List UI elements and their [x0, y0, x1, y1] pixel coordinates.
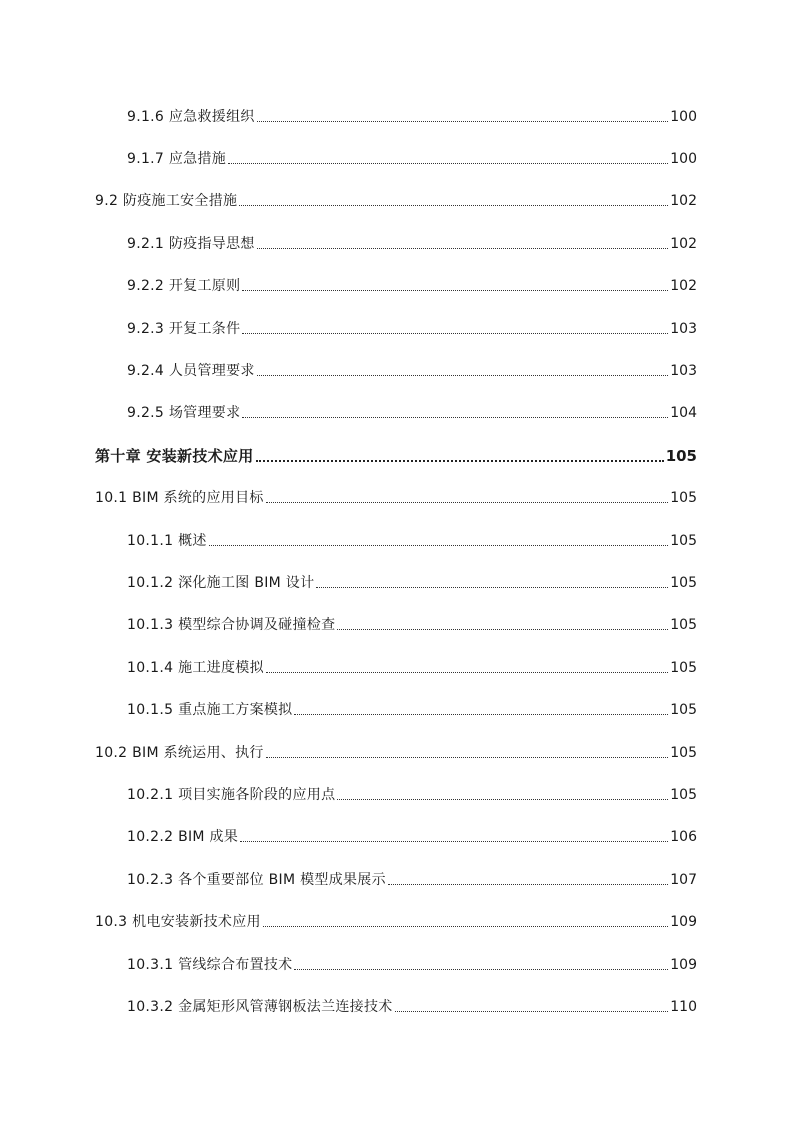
toc-entry-title: 9.2.3 开复工条件 [127, 321, 241, 337]
toc-entry-title: 9.2 防疫施工安全措施 [95, 193, 238, 209]
toc-entry-page: 105 [670, 787, 697, 803]
toc-entry[interactable] [127, 273, 697, 295]
toc-entry-title: 9.1.7 应急措施 [127, 151, 227, 167]
toc-entry[interactable] [95, 909, 697, 931]
toc-entry[interactable] [127, 824, 697, 846]
toc-entry[interactable] [127, 104, 697, 126]
toc-leader-dots [242, 416, 668, 418]
toc-leader-dots [240, 840, 668, 842]
toc-entry-page: 105 [670, 702, 697, 718]
toc-leader-dots [257, 120, 669, 122]
toc-entry-title: 10.1.1 概述 [127, 533, 207, 549]
toc-entry-title: 10.1.2 深化施工图 BIM 设计 [127, 575, 315, 591]
toc-leader-dots [256, 459, 664, 462]
toc-entry[interactable] [127, 697, 697, 719]
toc-entry-page: 110 [670, 999, 697, 1015]
toc-entry[interactable] [127, 655, 697, 677]
toc-leader-dots [257, 247, 669, 249]
toc-leader-dots [242, 332, 668, 334]
toc-entry-page: 103 [670, 321, 697, 337]
toc-entry-title: 第十章 安装新技术应用 [95, 447, 254, 465]
toc-entry-title: 10.2.2 BIM 成果 [127, 829, 239, 845]
toc-entry[interactable] [127, 358, 697, 380]
toc-leader-dots [263, 925, 668, 927]
toc-entry-title: 10.3 机电安装新技术应用 [95, 914, 261, 930]
toc-leader-dots [228, 162, 668, 164]
toc-entry[interactable] [127, 316, 697, 338]
toc-entry[interactable] [127, 570, 697, 592]
toc-leader-dots [266, 756, 669, 758]
toc-entry-title: 10.1.4 施工进度模拟 [127, 660, 264, 676]
toc-entry-page: 109 [670, 914, 697, 930]
toc-entry[interactable] [127, 528, 697, 550]
toc-leader-dots [395, 1010, 669, 1012]
toc-entry-title: 9.2.5 场管理要求 [127, 405, 241, 421]
toc-entry-title: 10.1 BIM 系统的应用目标 [95, 490, 264, 506]
toc-entry[interactable] [127, 231, 697, 253]
toc-entry[interactable] [127, 146, 697, 168]
toc-leader-dots [294, 713, 668, 715]
toc-entry[interactable] [127, 782, 697, 804]
toc-entry-title: 10.2.3 各个重要部位 BIM 模型成果展示 [127, 872, 386, 888]
toc-entry[interactable] [127, 994, 697, 1016]
toc-entry[interactable] [127, 952, 697, 974]
toc-entry[interactable] [127, 612, 697, 634]
toc-entry-title: 10.2.1 项目实施各阶段的应用点 [127, 787, 336, 803]
toc-leader-dots [266, 501, 669, 503]
toc-leader-dots [242, 289, 668, 291]
toc-entry[interactable] [127, 867, 697, 889]
toc-leader-dots [266, 671, 668, 673]
toc-entry-title: 9.2.4 人员管理要求 [127, 363, 255, 379]
toc-entry-title: 10.1.3 模型综合协调及碰撞检查 [127, 617, 336, 633]
toc-entry-page: 100 [670, 151, 697, 167]
toc-leader-dots [294, 968, 668, 970]
toc-entry-page: 102 [670, 278, 697, 294]
toc-entry-page: 105 [670, 533, 697, 549]
toc-entry-title: 10.2 BIM 系统运用、执行 [95, 745, 264, 761]
toc-leader-dots [316, 586, 668, 588]
toc-entry-title: 9.2.2 开复工原则 [127, 278, 241, 294]
toc-chapter-entry[interactable] [95, 443, 697, 465]
toc-leader-dots [209, 544, 669, 546]
toc-entry-page: 105 [670, 575, 697, 591]
toc-entry-page: 105 [670, 490, 697, 506]
toc-entry[interactable] [95, 485, 697, 507]
toc-entry-page: 103 [670, 363, 697, 379]
toc-entry-page: 106 [670, 829, 697, 845]
toc-entry-page: 100 [670, 109, 697, 125]
toc-entry-page: 109 [670, 957, 697, 973]
toc-leader-dots [239, 204, 668, 206]
toc-entry-title: 9.2.1 防疫指导思想 [127, 236, 255, 252]
toc-entry-page: 105 [670, 660, 697, 676]
toc-leader-dots [337, 628, 668, 630]
toc-entry-page: 107 [670, 872, 697, 888]
toc-entry-page: 102 [670, 236, 697, 252]
toc-entry-title: 10.3.2 金属矩形风管薄钢板法兰连接技术 [127, 999, 393, 1015]
toc-leader-dots [388, 883, 668, 885]
toc-entry[interactable] [127, 400, 697, 422]
toc-leader-dots [337, 798, 668, 800]
toc-entry-page: 105 [670, 745, 697, 761]
toc-entry-title: 9.1.6 应急救援组织 [127, 109, 255, 125]
toc-entry[interactable] [95, 188, 697, 210]
toc-entry-page: 102 [670, 193, 697, 209]
toc-leader-dots [257, 374, 669, 376]
toc-entry-title: 10.3.1 管线综合布置技术 [127, 957, 293, 973]
toc-entry-title: 10.1.5 重点施工方案模拟 [127, 702, 293, 718]
toc-entry-page: 105 [670, 617, 697, 633]
toc-entry[interactable] [95, 740, 697, 762]
toc-entry-page: 104 [670, 405, 697, 421]
toc-entry-page: 105 [665, 447, 697, 465]
